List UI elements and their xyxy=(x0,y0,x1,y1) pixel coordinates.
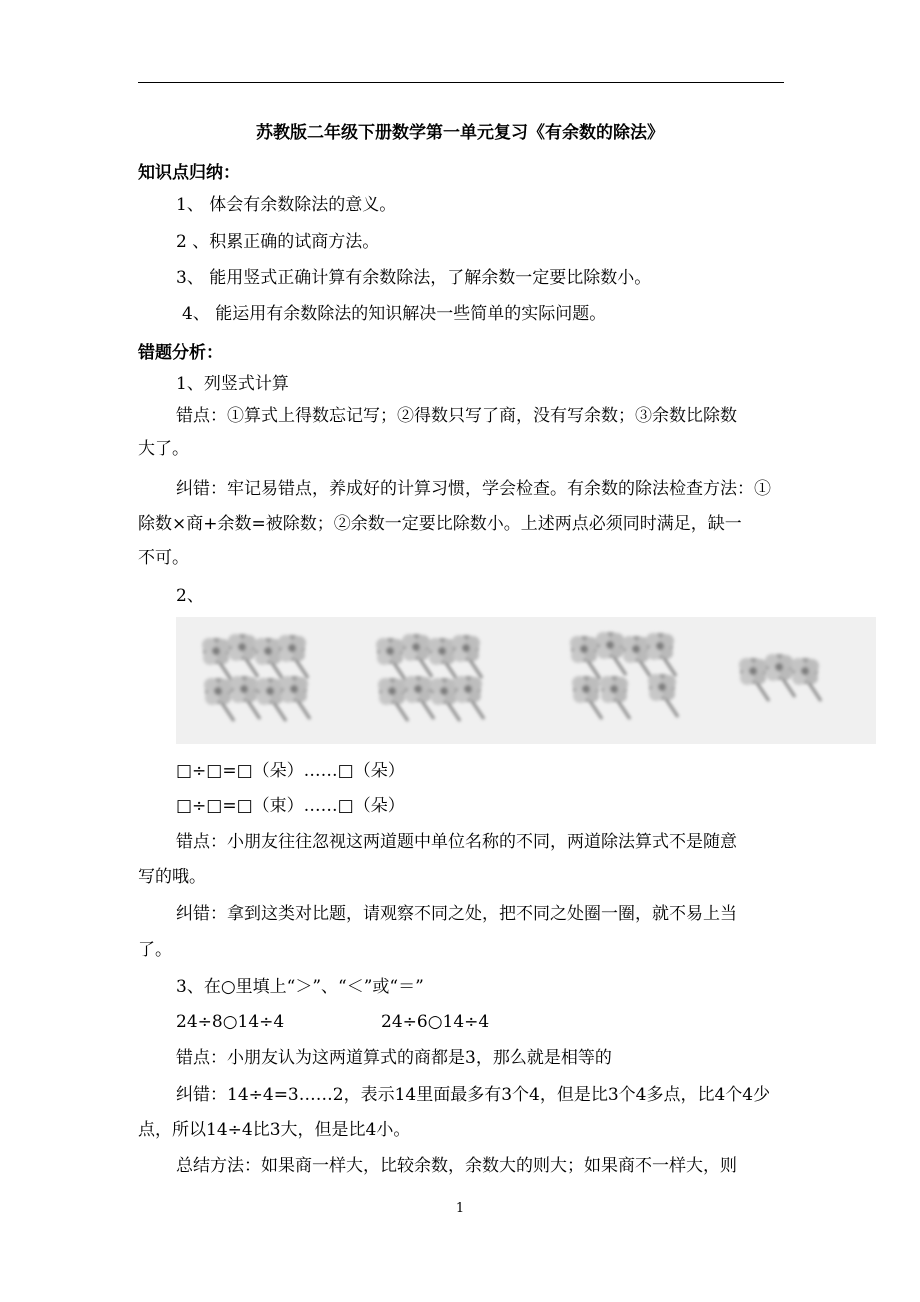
q3-expression-2: 24÷6○14÷4 xyxy=(381,1012,490,1032)
q3-mistake: 错点：小朋友认为这两道算式的商都是3，那么就是相等的 xyxy=(176,1048,612,1068)
knowledge-item: 1、 体会有余数除法的意义。 xyxy=(176,195,397,215)
knowledge-item: 4、 能运用有余数除法的知识解决一些简单的实际问题。 xyxy=(182,304,607,324)
q2-equation-1: □÷□=□（朵）……□（朵） xyxy=(176,761,405,781)
q3-expression-1: 24÷8○14÷4 xyxy=(176,1012,285,1032)
flowers-illustration xyxy=(176,617,876,744)
flowers-image xyxy=(176,617,876,744)
knowledge-item: 2 、积累正确的试商方法。 xyxy=(176,232,380,252)
q2-fix: 纠错：拿到这类对比题，请观察不同之处，把不同之处圈一圈，就不易上当 xyxy=(176,904,737,924)
q3-fix: 纠错：14÷4=3……2，表示14里面最多有3个4，但是比3个4多点，比4个4少 xyxy=(176,1085,771,1105)
knowledge-item: 3、 能用竖式正确计算有余数除法，了解余数一定要比除数小。 xyxy=(176,268,652,288)
q1-mistake: 错点：①算式上得数忘记写；②得数只写了商，没有写余数；③余数比除数 xyxy=(176,406,737,426)
q1-fix: 纠错：牢记易错点，养成好的计算习惯，学会检查。有余数的除法检查方法：① xyxy=(176,479,771,499)
page-number: 1 xyxy=(455,1201,465,1216)
page-title: 苏教版二年级下册数学第一单元复习《有余数的除法》 xyxy=(256,123,664,143)
q2-mistake: 写的哦。 xyxy=(138,867,206,887)
q1-mistake: 大了。 xyxy=(138,439,189,459)
q3-fix: 点，所以14÷4比3大，但是比4小。 xyxy=(138,1120,411,1140)
q1-fix: 不可。 xyxy=(138,548,189,568)
header-rule xyxy=(138,82,784,83)
errors-heading: 错题分析： xyxy=(138,343,223,363)
q1-fix: 除数×商+余数=被除数；②余数一定要比除数小。上述两点必须同时满足，缺一 xyxy=(138,514,742,534)
q2-mistake: 错点：小朋友往往忽视这两道题中单位名称的不同，两道除法算式不是随意 xyxy=(176,832,737,852)
q1-label: 1、列竖式计算 xyxy=(176,374,289,394)
q2-label: 2、 xyxy=(176,586,204,606)
q2-equation-2: □÷□=□（束）……□（朵） xyxy=(176,796,405,816)
q3-summary: 总结方法：如果商一样大，比较余数，余数大的则大；如果商不一样大，则 xyxy=(176,1156,737,1176)
knowledge-heading: 知识点归纳： xyxy=(138,163,240,183)
q2-fix: 了。 xyxy=(138,940,172,960)
q3-label: 3、在○里填上“＞”、“＜”或“＝” xyxy=(176,977,424,997)
